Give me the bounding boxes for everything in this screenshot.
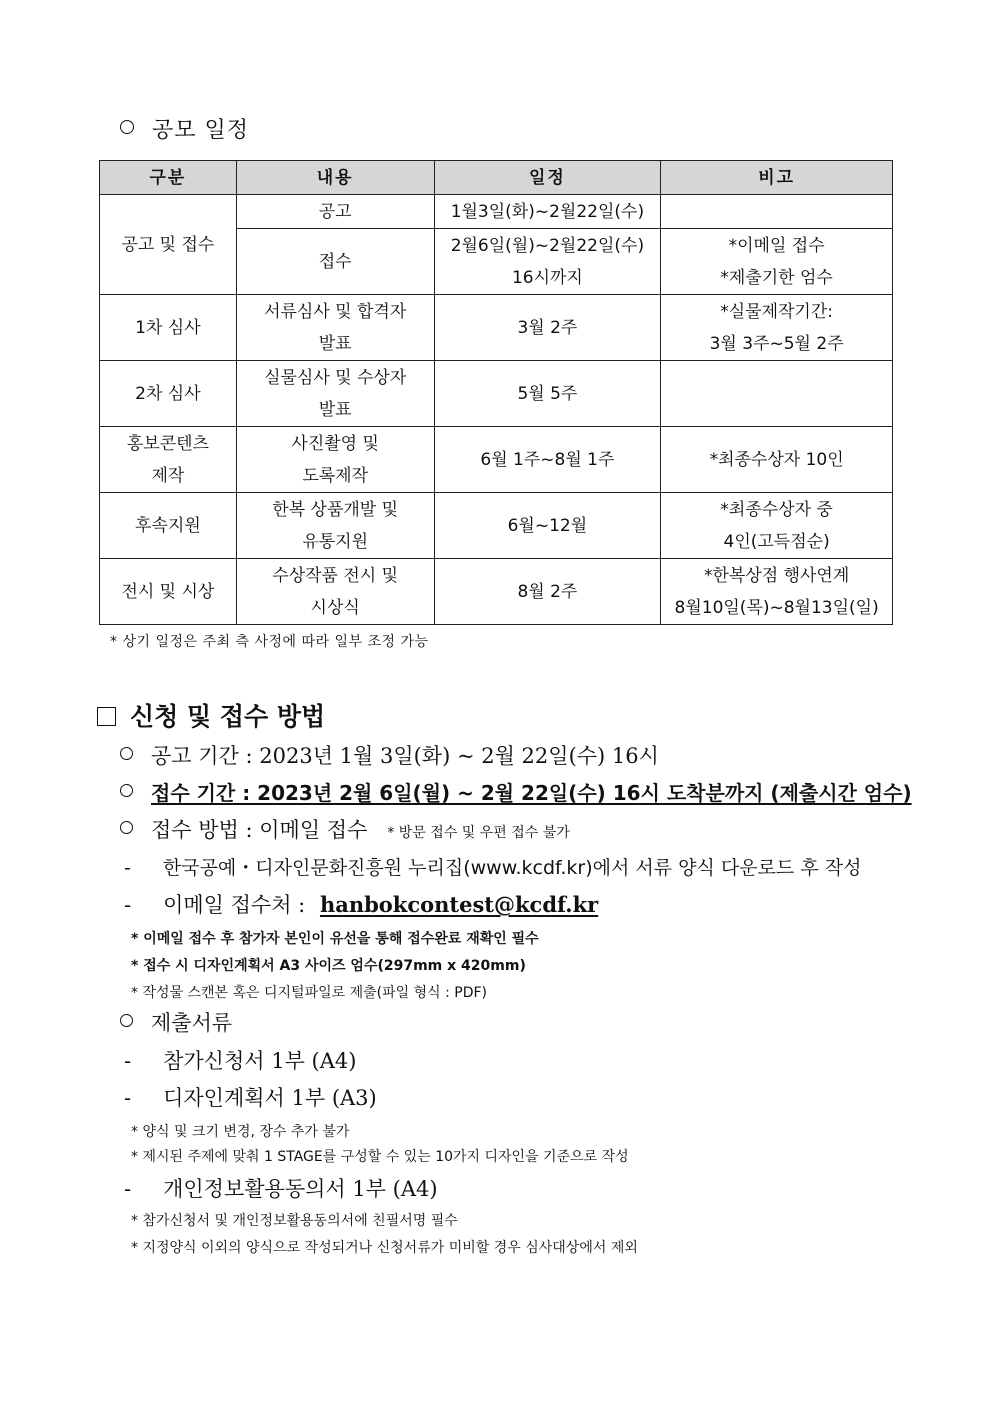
header-content: 내용 [236,161,434,195]
cell-note: *이메일 접수 *제출기한 엄수 [661,229,893,295]
circle-bullet-icon [120,747,133,760]
email-line: - 이메일 접수처 : hanbokcontest@kcdf.kr [124,892,599,917]
cell-category: 2차 심사 [100,361,237,427]
header-category: 구분 [100,161,237,195]
table-row [100,295,893,361]
doc2-note-2: * 제시된 주제에 맞춰 1 STAGE를 구성할 수 있는 10가지 디자인을 기준으로 작성 [131,1149,629,1165]
schedule-title: 공모 일정 [152,118,250,143]
circle-bullet-icon [120,784,133,797]
circle-bullet-icon [120,821,133,834]
cell-date: 1월3일(화)~2월22일(수) [434,195,661,229]
schedule-heading [120,113,249,144]
cell-note: *한복상점 행사연계 8월10일(목)~8월13일(일) [661,559,893,625]
cell-category: 홍보콘텐츠 제작 [100,427,237,493]
note-bold-2: * 접수 시 디자인계획서 A3 사이즈 엄수(297mm x 420mm) [131,958,526,974]
cell-date: 8월 2주 [434,559,661,625]
schedule-footnote: * 상기 일정은 주최 측 사정에 따라 일부 조정 가능 [110,634,429,650]
table-header-row [100,161,893,195]
doc-item-2: - 디자인계획서 1부 (A3) [124,1086,377,1110]
doc-item-3: - 개인정보활용동의서 1부 (A4) [124,1177,438,1201]
cell-content: 수상작품 전시 및 시상식 [236,559,434,625]
doc3-note-2: * 지정양식 이외의 양식으로 작성되거나 신청서류가 미비할 경우 심사대상에서 제외 [131,1240,638,1256]
cell-note: *최종수상자 10인 [661,427,893,493]
header-date: 일정 [434,161,661,195]
table-row [100,427,893,493]
email-link[interactable]: hanbokcontest@kcdf.kr [319,892,599,917]
cell-date: 5월 5주 [434,361,661,427]
checkbox-square-icon [97,707,116,726]
doc3-note-1: * 참가신청서 및 개인정보활용동의서에 친필서명 필수 [131,1213,458,1229]
cell-content: 공고 [236,195,434,229]
cell-category: 1차 심사 [100,295,237,361]
cell-date: 6월~12월 [434,493,661,559]
table-row [100,361,893,427]
cell-category: 후속지원 [100,493,237,559]
notice-period-line: 공고 기간 : 2023년 1월 3일(화) ~ 2월 22일(수) 16시 [120,740,659,770]
docs-heading: 제출서류 [120,1007,232,1037]
doc2-note-1: * 양식 및 크기 변경, 장수 추가 불가 [131,1124,350,1140]
receipt-period-line: 접수 기간 : 2023년 2월 6일(월) ~ 2월 22일(수) 16시 도착분까지 (제출시간 엄수) [120,777,912,806]
table-row [100,493,893,559]
apply-section-heading [97,697,325,733]
cell-note: *실물제작기간: 3월 3주~5월 2주 [661,295,893,361]
doc-item-1: - 참가신청서 1부 (A4) [124,1049,357,1073]
cell-content: 실물심사 및 수상자 발표 [236,361,434,427]
cell-content: 한복 상품개발 및 유통지원 [236,493,434,559]
cell-category: 공고 및 접수 [100,195,237,295]
circle-bullet-icon [120,1014,133,1027]
note-scan: * 작성물 스캔본 혹은 디지털파일로 제출(파일 형식 : PDF) [131,985,487,1001]
note-bold-1: * 이메일 접수 후 참가자 본인이 유선을 통해 접수완료 재확인 필수 [131,931,539,947]
receipt-method-line: 접수 방법 : 이메일 접수 * 방문 접수 및 우편 접수 불가 [120,814,570,844]
table-row [100,195,893,229]
cell-content: 사진촬영 및 도록제작 [236,427,434,493]
cell-note [661,361,893,427]
cell-date: 2월6일(월)~2월22일(수) 16시까지 [434,229,661,295]
cell-note [661,195,893,229]
method-note: * 방문 접수 및 우편 접수 불가 [387,825,570,841]
cell-category: 전시 및 시상 [100,559,237,625]
table-row [100,559,893,625]
circle-bullet-icon [120,120,134,134]
apply-title: 신청 및 접수 방법 [130,702,326,731]
cell-date: 6월 1주~8월 1주 [434,427,661,493]
download-line: - 한국공예・디자인문화진흥원 누리집(www.kcdf.kr)에서 서류 양식 다운로드 후 작성 [124,857,862,879]
cell-content: 접수 [236,229,434,295]
cell-date: 3월 2주 [434,295,661,361]
cell-content: 서류심사 및 합격자 발표 [236,295,434,361]
header-note: 비고 [661,161,893,195]
schedule-table [99,160,893,625]
cell-note: *최종수상자 중 4인(고득점순) [661,493,893,559]
